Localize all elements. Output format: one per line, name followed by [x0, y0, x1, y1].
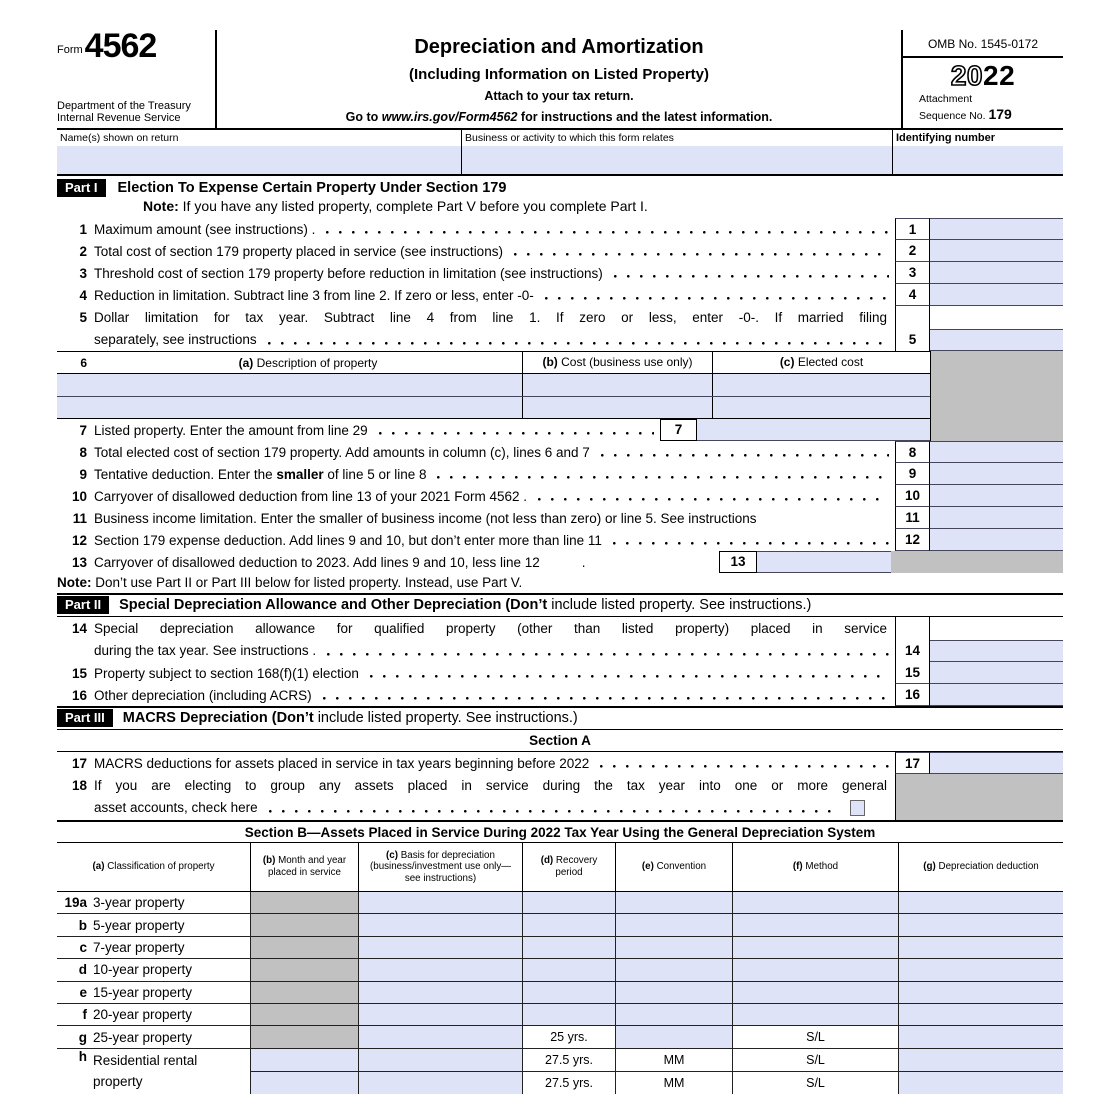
convention-field[interactable]	[615, 892, 732, 913]
part1-title: Election To Expense Certain Property Under Section 179	[117, 180, 507, 196]
line12-label: Section 179 expense deduction. Add lines 9 and 10, but don’t enter more than line 11	[94, 532, 602, 548]
attachment-sequence: Attachment Sequence No. 179	[919, 93, 1012, 122]
line6-number: 6	[80, 355, 87, 370]
row-number: b	[78, 917, 87, 933]
line15-amount-field[interactable]	[930, 662, 1063, 684]
part2-header	[57, 593, 1063, 617]
section-a-title: Section A	[57, 730, 1063, 752]
basis-field[interactable]	[358, 982, 522, 1003]
line10-box: 10	[895, 485, 930, 507]
convention-field[interactable]	[615, 1026, 732, 1047]
line13-number: 13	[71, 554, 87, 570]
line17-amount-field[interactable]	[930, 752, 1063, 774]
method-field[interactable]	[732, 1004, 898, 1025]
method-value: S/L	[806, 1052, 825, 1067]
line17-box: 17	[895, 752, 930, 774]
line18-row	[57, 774, 1063, 820]
line6-entry-row	[57, 374, 930, 396]
line11-amount-field[interactable]	[930, 507, 1063, 529]
col-g-header: (g) Depreciation deduction	[898, 843, 1063, 891]
row-number: d	[78, 962, 87, 978]
dot-leader	[326, 218, 889, 240]
line14-amount-field[interactable]	[930, 640, 1063, 663]
line11-number: 11	[72, 510, 87, 526]
deduction-field[interactable]	[898, 1026, 1063, 1047]
convention-field[interactable]	[615, 982, 732, 1003]
basis-field[interactable]	[358, 1026, 522, 1047]
line6-elected-cost-field[interactable]	[712, 374, 930, 396]
basis-field[interactable]	[359, 1071, 522, 1093]
dot-leader	[323, 684, 889, 706]
convention-value: MM	[663, 1052, 685, 1067]
method-field[interactable]	[732, 914, 898, 935]
row-number: h	[78, 1048, 87, 1064]
part3-chip: Part III	[57, 709, 113, 727]
line10-row	[57, 485, 1063, 507]
line15-row	[57, 662, 1063, 684]
line17-number: 17	[71, 755, 87, 771]
part1-note: Note: If you have any listed property, complete Part V before you complete Part I.	[143, 198, 648, 214]
recovery-field[interactable]	[522, 914, 615, 935]
shaded-area	[930, 351, 1063, 441]
dot-leader	[614, 262, 889, 284]
dot-leader	[437, 463, 889, 485]
part2-title: Special Depreciation Allowance and Other Depreciation (Don’t include listed property. See instructions.)	[119, 597, 812, 613]
line6-col-c-header: (c) Elected cost	[712, 352, 930, 373]
line7-box: 7	[660, 419, 697, 441]
tax-year: 2022	[950, 60, 1016, 91]
line7-number: 7	[79, 422, 87, 438]
line2-row	[57, 240, 1063, 262]
recovery-field[interactable]	[522, 982, 615, 1003]
table-row-19d	[57, 959, 1063, 981]
method-value: S/L	[732, 1026, 898, 1047]
month-cell-shaded	[250, 1026, 358, 1047]
col-c-header: (c) Basis for depreciation (business/investment use only—see instructions)	[358, 843, 522, 891]
recovery-value: 27.5 yrs.	[545, 1052, 593, 1067]
deduction-field[interactable]	[898, 914, 1063, 935]
line6-table	[57, 351, 930, 419]
line15-box: 15	[895, 662, 930, 684]
line2-box: 2	[895, 240, 930, 262]
name-cell	[57, 130, 462, 174]
deduction-field[interactable]	[898, 892, 1063, 913]
dot-leader	[370, 662, 889, 684]
line14-label-row2: during the tax year. See instructions .	[94, 643, 317, 659]
line16-amount-field[interactable]	[930, 684, 1063, 706]
col-a-header: (a) Classification of property	[92, 861, 215, 873]
line11-box: 11	[895, 507, 930, 529]
recovery-field[interactable]	[522, 1004, 615, 1025]
line5-number: 5	[79, 309, 87, 325]
section-b-table-header	[57, 843, 1063, 892]
dept-line2: Internal Revenue Service	[57, 112, 181, 125]
line17-label: MACRS deductions for assets placed in service in tax years beginning before 2022	[94, 755, 590, 771]
row-number: f	[82, 1007, 87, 1023]
line13-amount-field[interactable]	[757, 551, 891, 573]
row-label: 5-year property	[93, 917, 185, 933]
basis-field[interactable]	[358, 959, 522, 980]
method-field[interactable]	[732, 982, 898, 1003]
part3-title: MACRS Depreciation (Don’t include listed property. See instructions.)	[122, 710, 578, 726]
col-b-header: (b) Month and year placed in service	[250, 843, 358, 891]
shaded-area	[891, 551, 1063, 573]
line9-label: Tentative deduction. Enter the smaller of line 5 or line 8	[94, 466, 427, 482]
line6-elected-cost-field[interactable]	[712, 397, 930, 418]
line8-number: 8	[79, 444, 87, 460]
dot-leader	[600, 752, 889, 774]
row-number: c	[79, 939, 87, 955]
line18-number: 18	[71, 777, 87, 793]
dot-leader	[613, 529, 889, 551]
line18-checkbox[interactable]	[850, 800, 865, 816]
line6-col-a-header: (a) Description of property	[238, 355, 378, 370]
line6-col-b-header: (b) Cost (business use only)	[522, 352, 712, 373]
convention-field[interactable]	[615, 1004, 732, 1025]
line3-number: 3	[79, 265, 87, 281]
recovery-value: 25 yrs.	[522, 1026, 615, 1047]
month-cell-shaded	[250, 959, 358, 980]
line3-label: Threshold cost of section 179 property before reduction in limitation (see instructions)	[94, 265, 603, 281]
table-row-19c	[57, 937, 1063, 959]
dot-leader	[327, 640, 889, 662]
line5-row	[57, 306, 1063, 351]
convention-field[interactable]	[615, 937, 732, 958]
line14-label-row1: Special depreciation allowance for qualified property (other than listed property) placed in service	[94, 620, 887, 636]
omb-year-block	[901, 30, 1063, 128]
row-label: 20-year property	[93, 1007, 193, 1023]
form-id-block	[57, 27, 217, 128]
goto-instruction: Go to www.irs.gov/Form4562 for instructions and the latest information.	[345, 109, 773, 124]
line7-label: Listed property. Enter the amount from line 29	[94, 422, 368, 438]
line6-7-region	[57, 351, 1063, 441]
row-label: 3-year property	[93, 895, 185, 911]
identifying-number-cell	[893, 130, 1063, 174]
row-label: 25-year property	[93, 1029, 193, 1045]
form-subtitle: (Including Information on Listed Property)	[409, 65, 709, 83]
line9-box: 9	[895, 463, 930, 485]
line1-amount-field[interactable]	[930, 218, 1063, 240]
convention-value: MM	[616, 1071, 732, 1093]
identifying-number-input[interactable]	[893, 146, 1063, 174]
basis-field[interactable]	[358, 914, 522, 935]
line11-label: Business income limitation. Enter the smaller of business income (not less than zero) or line 5. See instructions	[94, 510, 757, 526]
line13-box: 13	[719, 551, 757, 573]
deduction-field[interactable]	[898, 982, 1063, 1003]
table-row-19b	[57, 914, 1063, 936]
basis-field[interactable]	[358, 937, 522, 958]
month-cell-shaded	[250, 892, 358, 913]
line7-row	[57, 419, 930, 441]
col-f-header: (f) Method	[732, 843, 898, 891]
shaded-area	[895, 774, 1063, 820]
dot-leader: .	[581, 554, 586, 570]
form-title-block	[217, 30, 901, 128]
line12-amount-field[interactable]	[930, 529, 1063, 551]
convention-field[interactable]	[615, 959, 732, 980]
month-cell-shaded	[250, 937, 358, 958]
line12-row	[57, 529, 1063, 551]
line13-label: Carryover of disallowed deduction to 2023. Add lines 9 and 10, less line 12	[94, 554, 540, 570]
line2-amount-field[interactable]	[930, 240, 1063, 262]
line2-label: Total cost of section 179 property placed in service (see instructions)	[94, 243, 503, 259]
omb-number: OMB No. 1545-0172	[903, 30, 1063, 58]
line5-label-row2: separately, see instructions	[94, 332, 257, 348]
month-field[interactable]	[251, 1049, 358, 1071]
line8-label: Total elected cost of section 179 property. Add amounts in column (c), lines 6 and 7	[94, 444, 590, 460]
line10-label: Carryover of disallowed deduction from line 13 of your 2021 Form 4562 .	[94, 488, 527, 504]
section-b-title: Section B—Assets Placed in Service During 2022 Tax Year Using the General Depreciation System	[57, 820, 1063, 843]
line6-description-field[interactable]	[57, 374, 522, 396]
recovery-field[interactable]	[522, 892, 615, 913]
line9-number: 9	[79, 466, 87, 482]
line10-number: 10	[71, 488, 87, 504]
dot-leader	[538, 485, 889, 507]
identity-row	[57, 130, 1063, 176]
business-cell	[462, 130, 893, 174]
attach-instruction: Attach to your tax return.	[484, 89, 634, 104]
line16-number: 16	[71, 687, 87, 703]
line8-row	[57, 441, 1063, 463]
line8-amount-field[interactable]	[930, 441, 1063, 463]
name-input[interactable]	[57, 146, 461, 174]
col-d-header: (d) Recovery period	[522, 843, 615, 891]
deduction-field[interactable]	[898, 959, 1063, 980]
line5-box: 5	[895, 306, 930, 351]
basis-field[interactable]	[358, 892, 522, 913]
dot-leader	[601, 441, 889, 463]
line16-box: 16	[895, 684, 930, 706]
basis-field[interactable]	[358, 1004, 522, 1025]
convention-field[interactable]	[615, 914, 732, 935]
form-number: 4562	[84, 27, 157, 65]
line6-cost-field[interactable]	[522, 397, 712, 418]
line9-amount-field[interactable]	[930, 463, 1063, 485]
line6-entry-row	[57, 396, 930, 418]
deduction-field[interactable]	[899, 1049, 1063, 1071]
deduction-field[interactable]	[899, 1071, 1063, 1093]
line10-amount-field[interactable]	[930, 485, 1063, 507]
line3-row	[57, 262, 1063, 284]
dot-leader	[545, 284, 889, 306]
row-number: g	[78, 1029, 87, 1045]
part3-header	[57, 706, 1063, 730]
deduction-field[interactable]	[898, 937, 1063, 958]
line8-box: 8	[895, 441, 930, 463]
line14-number: 14	[71, 620, 87, 636]
method-field[interactable]	[732, 892, 898, 913]
line5-label-row1: Dollar limitation for tax year. Subtract line 4 from line 1. If zero or less, enter -0-. If married filing	[94, 309, 887, 325]
line9-row	[57, 463, 1063, 485]
line5-amount-field[interactable]	[930, 329, 1063, 352]
recovery-field[interactable]	[522, 937, 615, 958]
line1-number: 1	[79, 221, 87, 237]
line6-description-field[interactable]	[57, 397, 522, 418]
line13-row	[57, 551, 1063, 573]
table-row-19g	[57, 1026, 1063, 1048]
dot-leader	[514, 240, 889, 262]
method-field[interactable]	[732, 937, 898, 958]
line18-label-row1: If you are electing to group any assets placed in service during the tax year into one or more general	[94, 777, 887, 793]
row-label: 10-year property	[93, 962, 193, 978]
line15-number: 15	[71, 665, 87, 681]
line18-label-row2: asset accounts, check here	[94, 800, 258, 816]
part1-header	[57, 176, 1063, 218]
line14-box: 14	[895, 617, 930, 662]
line15-label: Property subject to section 168(f)(1) election	[94, 665, 359, 681]
line1-row	[57, 218, 1063, 240]
method-value: S/L	[733, 1071, 898, 1093]
form-header	[57, 27, 1063, 130]
row-number: e	[79, 984, 87, 1000]
part1-chip: Part I	[57, 179, 106, 197]
line3-box: 3	[895, 262, 930, 284]
line4-box: 4	[895, 284, 930, 306]
line17-row	[57, 752, 1063, 774]
row-label: 7-year property	[93, 939, 185, 955]
recovery-value: 27.5 yrs.	[523, 1071, 615, 1093]
row-label: Residential rental property	[93, 1052, 198, 1089]
table-row-19e	[57, 982, 1063, 1004]
row-label: 15-year property	[93, 984, 193, 1000]
form-title: Depreciation and Amortization	[414, 36, 704, 58]
basis-field[interactable]	[359, 1049, 522, 1071]
recovery-field[interactable]	[522, 959, 615, 980]
month-cell-shaded	[250, 1004, 358, 1025]
part1-bottom-note: Note: Don’t use Part II or Part III below for listed property. Instead, use Part V.	[57, 575, 523, 590]
col-e-header: (e) Convention	[615, 843, 732, 891]
form-word: Form	[57, 43, 83, 56]
line11-row	[57, 507, 1063, 529]
line12-number: 12	[71, 532, 87, 548]
dot-leader	[269, 797, 840, 819]
row-number: 19a	[64, 895, 87, 911]
line1-label: Maximum amount (see instructions) .	[94, 221, 316, 237]
business-input[interactable]	[462, 146, 892, 174]
line4-label: Reduction in limitation. Subtract line 3 from line 2. If zero or less, enter -0-	[94, 287, 534, 303]
month-cell-shaded	[250, 982, 358, 1003]
table-row-19a	[57, 892, 1063, 914]
line4-amount-field[interactable]	[930, 284, 1063, 306]
dot-leader	[268, 329, 889, 351]
form-4562-page	[57, 27, 1063, 1094]
line1-box: 1	[895, 218, 930, 240]
line7-amount-field[interactable]	[697, 419, 930, 441]
month-cell-shaded	[250, 914, 358, 935]
identifying-number-label: Identifying number	[896, 132, 995, 144]
line16-label: Other depreciation (including ACRS)	[94, 687, 312, 703]
name-label: Name(s) shown on return	[60, 132, 179, 144]
dot-leader	[379, 419, 654, 441]
table-row-19f	[57, 1004, 1063, 1026]
business-label: Business or activity to which this form relates	[465, 132, 674, 144]
line4-row	[57, 284, 1063, 306]
line3-amount-field[interactable]	[930, 262, 1063, 284]
line2-number: 2	[79, 243, 87, 259]
dept-line1: Department of the Treasury	[57, 99, 191, 112]
month-field[interactable]	[251, 1071, 358, 1093]
part2-chip: Part II	[57, 596, 109, 614]
deduction-field[interactable]	[898, 1004, 1063, 1025]
line14-row	[57, 617, 1063, 662]
irs-url: www.irs.gov/Form4562	[381, 109, 518, 124]
line12-box: 12	[895, 529, 930, 551]
method-field[interactable]	[732, 959, 898, 980]
line4-number: 4	[79, 287, 87, 303]
line6-cost-field[interactable]	[522, 374, 712, 396]
line16-row	[57, 684, 1063, 706]
